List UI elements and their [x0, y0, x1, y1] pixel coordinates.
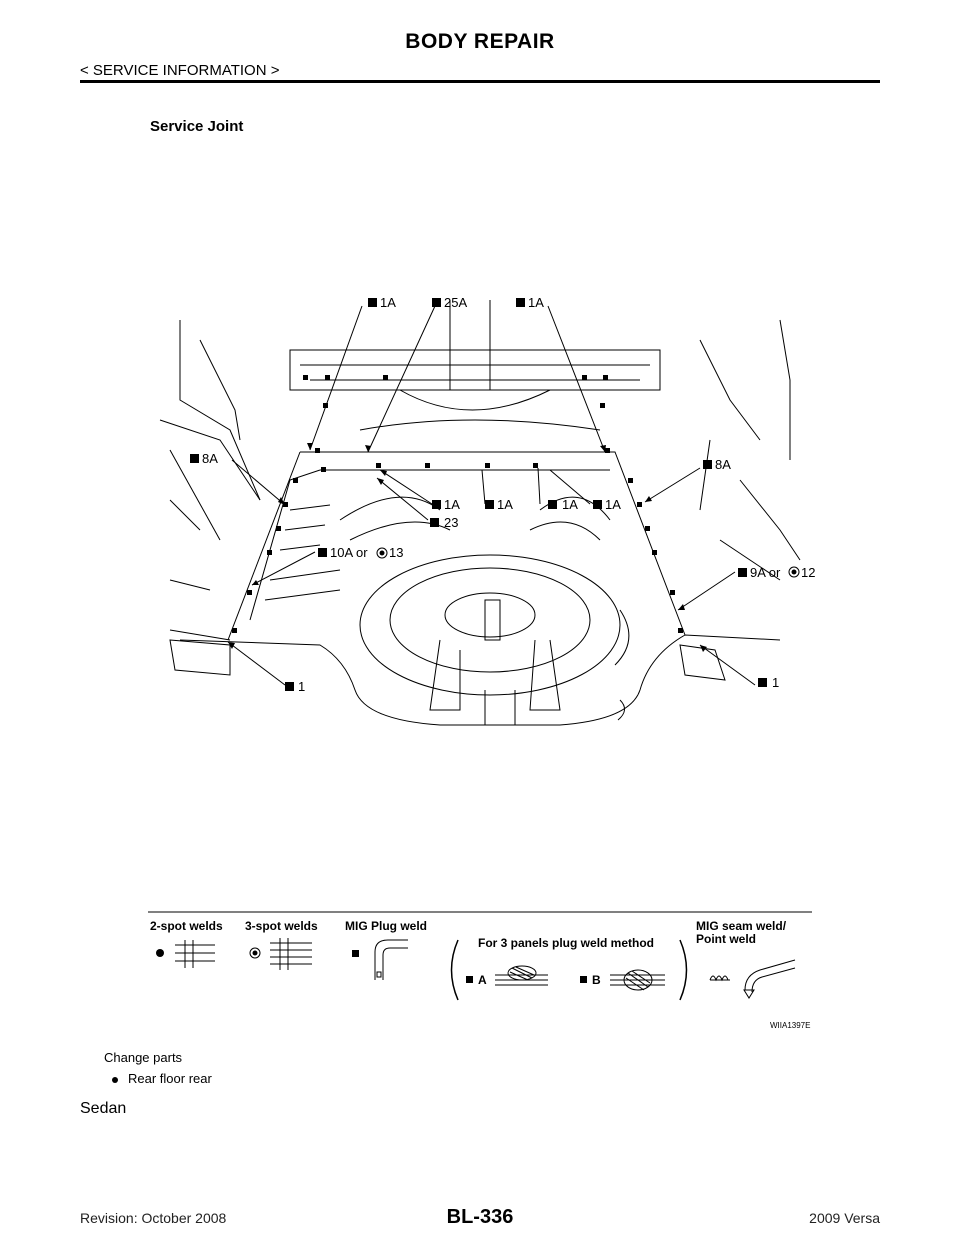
footer-revision: Revision: October 2008 [80, 1210, 227, 1226]
page-header-subtitle: < SERVICE INFORMATION > [80, 62, 280, 79]
callout-1a-mid-3 [548, 497, 578, 512]
callout-9a-or-12 [738, 565, 815, 580]
method-b-icon [580, 970, 665, 990]
two-spot-weld-icon [156, 940, 215, 968]
legend-two-spot-label: 2-spot welds [150, 919, 223, 933]
change-parts-item-text: Rear floor rear [128, 1071, 212, 1086]
callout-1a-top-left [368, 295, 396, 310]
legend-three-panels-label: For 3 panels plug weld method [478, 936, 655, 950]
figure-id: WIIA1397E [770, 1021, 811, 1030]
header-divider [80, 80, 880, 83]
callout-1a-mid-1 [432, 497, 460, 512]
callout-8a-left [190, 451, 218, 466]
legend-mig-seam-label-line2: Point weld [696, 932, 756, 946]
callout-1-left [285, 679, 305, 694]
change-parts-list-item [112, 1071, 212, 1086]
callout-label: 8A [715, 457, 731, 472]
legend-three-spot-label: 3-spot welds [245, 919, 318, 933]
callout-10a-or-13 [318, 545, 403, 560]
callout-1a-mid-4 [593, 497, 621, 512]
callout-25a [432, 295, 467, 310]
callout-label: 1A [562, 497, 578, 512]
callout-label: 13 [389, 545, 404, 560]
legend-mig-plug-label: MIG Plug weld [345, 919, 428, 933]
rear-floor-diagram [140, 280, 820, 1030]
service-joint-figure [140, 280, 820, 1030]
callout-label: 10A or [330, 545, 368, 560]
callout-1-right [758, 675, 779, 690]
callout-label: 12 [801, 565, 816, 580]
callout-label: 8A [202, 451, 218, 466]
callout-1a-mid-2 [485, 497, 513, 512]
method-a-icon [466, 966, 548, 987]
callout-23 [430, 515, 458, 530]
callout-label: 23 [444, 515, 459, 530]
footer-page-number: BL-336 [446, 1206, 514, 1228]
legend-mig-seam-label-line1: MIG seam weld/ [696, 919, 787, 933]
three-spot-weld-icon [250, 938, 312, 970]
page-header-title: BODY REPAIR [405, 30, 555, 53]
leader-lines [228, 306, 755, 685]
method-b-label: B [592, 973, 601, 987]
footer-model: 2009 Versa [809, 1210, 880, 1226]
section-title: Service Joint [150, 118, 244, 135]
callout-1a-top-right [516, 295, 544, 310]
callout-label: 1A [444, 497, 460, 512]
change-parts-heading: Change parts [104, 1050, 183, 1065]
floor-structure-drawing [160, 300, 800, 725]
callout-label: 1A [528, 295, 544, 310]
bullet-icon [112, 1077, 118, 1083]
variant-heading: Sedan [80, 1100, 127, 1117]
callout-label: 1A [605, 497, 621, 512]
mig-plug-weld-icon [352, 940, 408, 980]
callout-label: 1 [298, 679, 306, 694]
callout-label: 1A [380, 295, 396, 310]
callout-label: 1 [772, 675, 780, 690]
callout-label: 25A [444, 295, 468, 310]
method-a-label: A [478, 973, 487, 987]
mig-seam-weld-icon [710, 960, 795, 998]
callout-label: 9A or [750, 565, 781, 580]
callout-label: 1A [497, 497, 513, 512]
